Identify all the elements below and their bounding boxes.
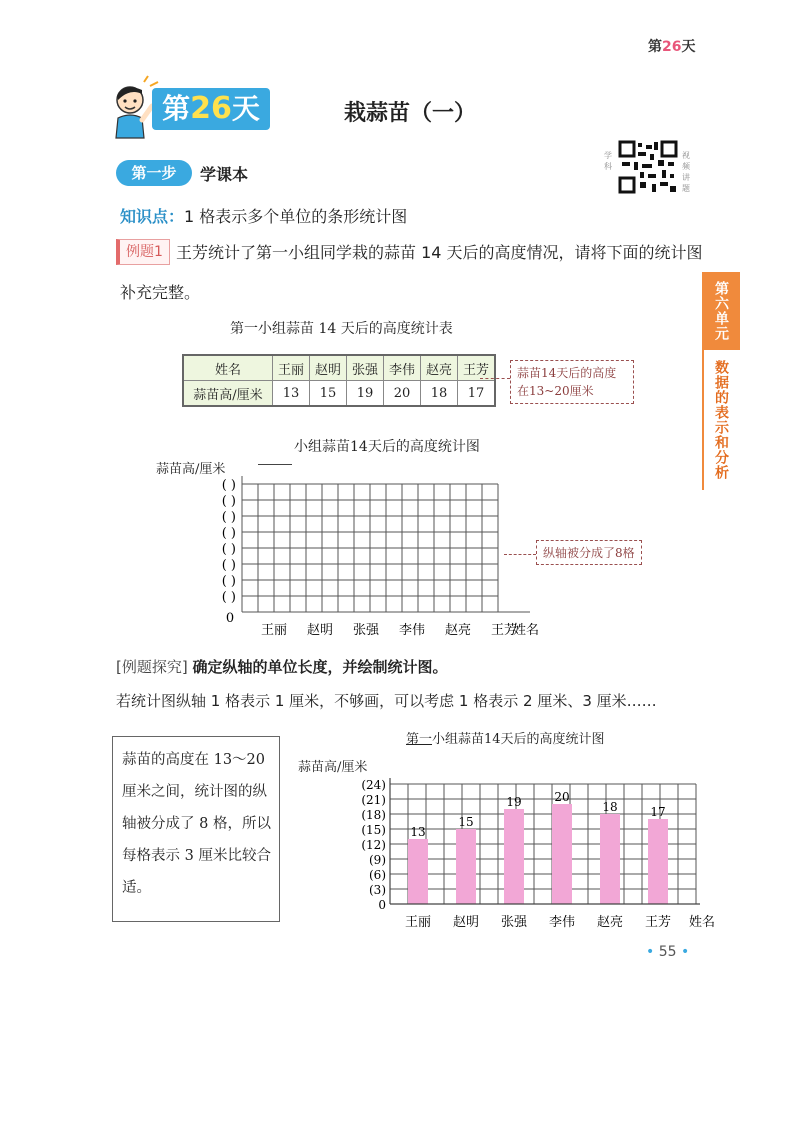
unit-tab[interactable]: 第六单元: [702, 272, 740, 350]
bar-chart: [290, 770, 716, 940]
range-note: 蒜苗14天后的高度在13~20厘米: [510, 360, 634, 404]
example-tag: 例题1: [116, 239, 170, 265]
table-header-height: 蒜苗高/厘米: [183, 381, 273, 407]
table-cell-name: 赵明: [310, 355, 347, 381]
note-connector: [480, 378, 510, 379]
x-tick-label: 赵亮: [444, 623, 472, 638]
qr-caption-right: 视频讲题: [682, 151, 690, 193]
bar: [456, 829, 476, 904]
y-tick-label: ( ): [221, 590, 236, 605]
table-header-name: 姓名: [183, 355, 273, 381]
explore-line: [例题探究] 确定纵轴的单位长度，并绘制统计图。: [116, 658, 448, 676]
y-tick-label: ( ): [221, 574, 236, 589]
table-title: 第一小组蒜苗 14 天后的高度统计表: [230, 321, 453, 337]
y-tick-label: 0: [378, 898, 386, 912]
chart-title: 第一小组蒜苗14天后的高度统计图: [406, 732, 605, 747]
x-tick-label: 王芳: [644, 915, 672, 930]
table-row: [183, 381, 495, 407]
table-cell-name: 王芳: [458, 355, 496, 381]
lesson-title: 栽蒜苗（一）: [344, 101, 477, 126]
x-tick-label: 张强: [352, 623, 380, 638]
note-connector: [504, 554, 536, 555]
bar: [408, 839, 428, 904]
step-title: 学课本: [200, 165, 249, 184]
bar: [600, 814, 620, 904]
chart-ylabel: 蒜苗高/厘米: [298, 760, 368, 775]
empty-bar-chart: [150, 470, 550, 640]
empty-chart-title: 小组蒜苗14天后的高度统计图: [294, 439, 480, 455]
example-text-line2: 补充完整。: [120, 283, 201, 302]
day-badge: 第26天: [152, 88, 270, 130]
empty-chart-ylabel: 蒜苗高/厘米: [156, 462, 226, 477]
x-tick-label: 王芳: [490, 623, 518, 638]
hint-line: 若统计图纵轴 1 格表示 1 厘米，不够画，可以考虑 1 格表示 2 厘米、3 厘米……: [116, 692, 657, 710]
height-table: [182, 354, 496, 407]
y-zero-label: 0: [225, 611, 235, 626]
y-tick-label: ( ): [221, 510, 236, 525]
y-tick-label: (12): [361, 838, 386, 852]
y-tick-label: ( ): [221, 558, 236, 573]
page-number: • 55 •: [646, 944, 690, 960]
bar-value-label: 13: [410, 825, 426, 839]
table-cell-height: 19: [347, 381, 384, 407]
x-tick-label: 赵亮: [596, 915, 624, 930]
bar-value-label: 15: [458, 815, 474, 829]
table-cell-height: 17: [458, 381, 496, 407]
table-row: [183, 355, 495, 381]
y-tick-label: ( ): [221, 478, 236, 493]
y-tick-label: (3): [369, 883, 386, 897]
x-tick-label: 张强: [500, 915, 528, 930]
y-tick-label: ( ): [221, 494, 236, 509]
table-cell-name: 张强: [347, 355, 384, 381]
y-tick-label: (21): [361, 793, 386, 807]
x-axis-label: 姓名: [512, 623, 540, 638]
bar-value-label: 19: [506, 795, 522, 809]
table-cell-height: 18: [421, 381, 458, 407]
y-tick-label: ( ): [221, 542, 236, 557]
table-cell-height: 20: [384, 381, 421, 407]
chart-title-blank[interactable]: [258, 450, 292, 465]
table-cell-name: 赵亮: [421, 355, 458, 381]
x-tick-label: 赵明: [452, 915, 480, 930]
example-text-line1: 王芳统计了第一小组同学栽的蒜苗 14 天后的高度情况，请将下面的统计图: [176, 243, 703, 262]
x-tick-label: 王丽: [404, 915, 432, 930]
bar: [552, 804, 572, 904]
y-tick-label: (9): [369, 853, 386, 867]
bar-value-label: 20: [554, 790, 570, 804]
table-cell-name: 王丽: [273, 355, 310, 381]
x-tick-label: 李伟: [548, 915, 576, 930]
bar-value-label: 18: [602, 800, 618, 814]
x-tick-label: 赵明: [306, 623, 334, 638]
qr-code-icon[interactable]: [618, 140, 678, 194]
qr-caption-left: 学科: [604, 151, 612, 171]
y-tick-label: (24): [361, 778, 386, 792]
x-tick-label: 李伟: [398, 623, 426, 638]
table-cell-name: 李伟: [384, 355, 421, 381]
bar: [504, 809, 524, 904]
day-corner-label: 第26天: [648, 39, 696, 55]
x-tick-label: 王丽: [260, 623, 288, 638]
y-tick-label: (6): [369, 868, 386, 882]
knowledge-point: 知识点：1 格表示多个单位的条形统计图: [120, 207, 408, 226]
y-tick-label: (15): [361, 823, 386, 837]
info-text: 蒜苗的高度在 13～20 厘米之间，统计图的纵轴被分成了 8 格，所以每格表示 3 厘米比较合适。: [122, 752, 271, 896]
y-tick-label: (18): [361, 808, 386, 822]
unit-subject-tab: 数据的表示和分析: [702, 350, 740, 490]
bar-value-label: 17: [650, 805, 666, 819]
table-cell-height: 13: [273, 381, 310, 407]
table-cell-height: 15: [310, 381, 347, 407]
step-pill: 第一步: [116, 160, 192, 186]
y-tick-label: ( ): [221, 526, 236, 541]
x-axis-label: 姓名: [688, 915, 716, 930]
axis-note: 纵轴被分成了8格: [536, 540, 642, 565]
bar: [648, 819, 668, 904]
